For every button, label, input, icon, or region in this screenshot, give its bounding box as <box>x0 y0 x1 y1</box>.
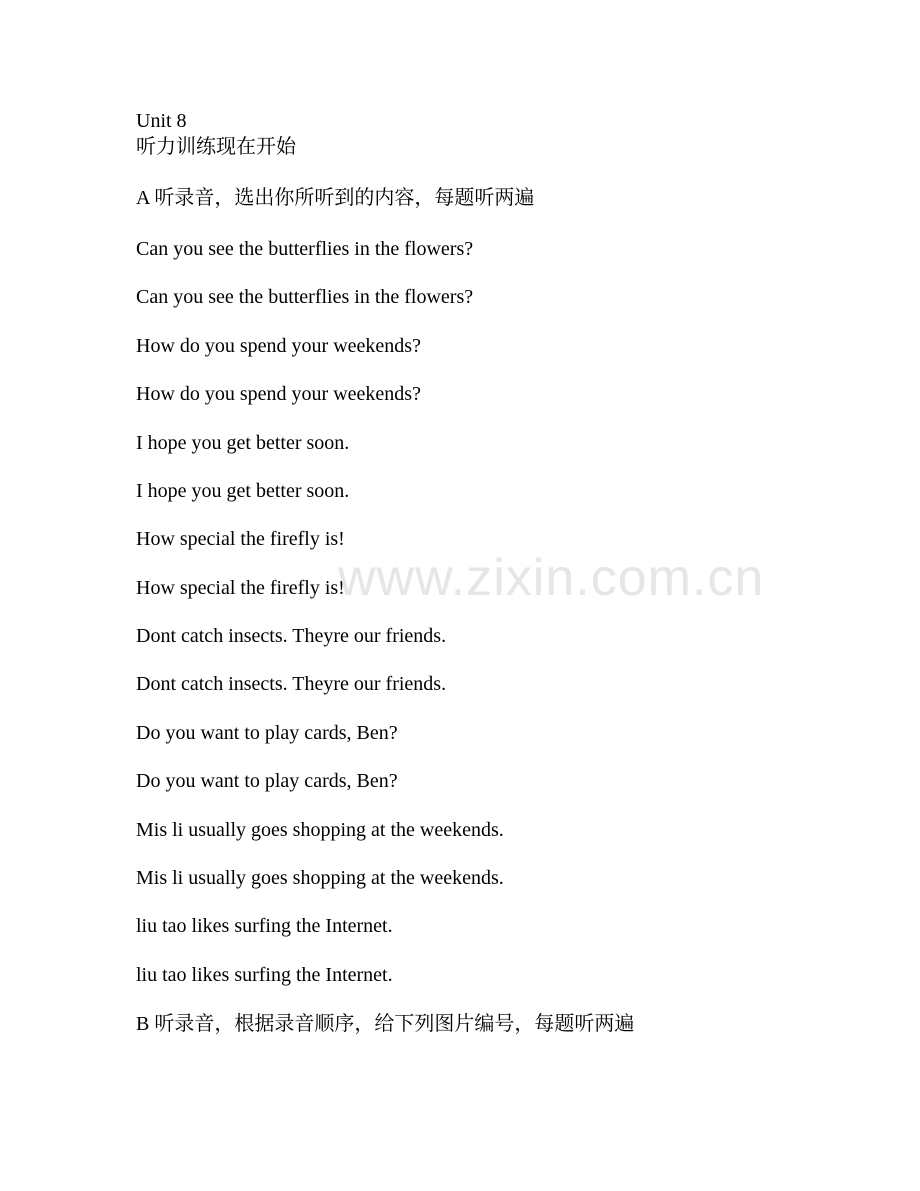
listening-line: Mis li usually goes shopping at the weekends. <box>136 819 504 841</box>
listening-line: Do you want to play cards, Ben? <box>136 722 398 744</box>
unit-title: Unit 8 <box>136 110 187 132</box>
section-b-heading: B 听录音，根据录音顺序，给下列图片编号，每题听两遍 <box>136 1013 635 1035</box>
listening-line: Can you see the butterflies in the flowers? <box>136 286 474 308</box>
listening-line: Dont catch insects. Theyre our friends. <box>136 673 447 695</box>
watermark: www.zixin.com.cn <box>338 549 765 607</box>
listening-line: Do you want to play cards, Ben? <box>136 770 398 792</box>
listening-line: How special the firefly is! <box>136 577 345 599</box>
listening-line: liu tao likes surfing the Internet. <box>136 964 393 986</box>
listening-line: How do you spend your weekends? <box>136 335 421 357</box>
listening-line: How special the firefly is! <box>136 528 345 550</box>
listening-line: liu tao likes surfing the Internet. <box>136 915 393 937</box>
listening-line: I hope you get better soon. <box>136 480 350 502</box>
listening-line: Can you see the butterflies in the flowers? <box>136 238 474 260</box>
section-a-heading: A 听录音，选出你所听到的内容，每题听两遍 <box>136 187 535 209</box>
listening-line: I hope you get better soon. <box>136 432 350 454</box>
intro-text: 听力训练现在开始 <box>136 136 296 158</box>
listening-line: Dont catch insects. Theyre our friends. <box>136 625 447 647</box>
listening-line: How do you spend your weekends? <box>136 383 421 405</box>
listening-line: Mis li usually goes shopping at the weekends. <box>136 867 504 889</box>
